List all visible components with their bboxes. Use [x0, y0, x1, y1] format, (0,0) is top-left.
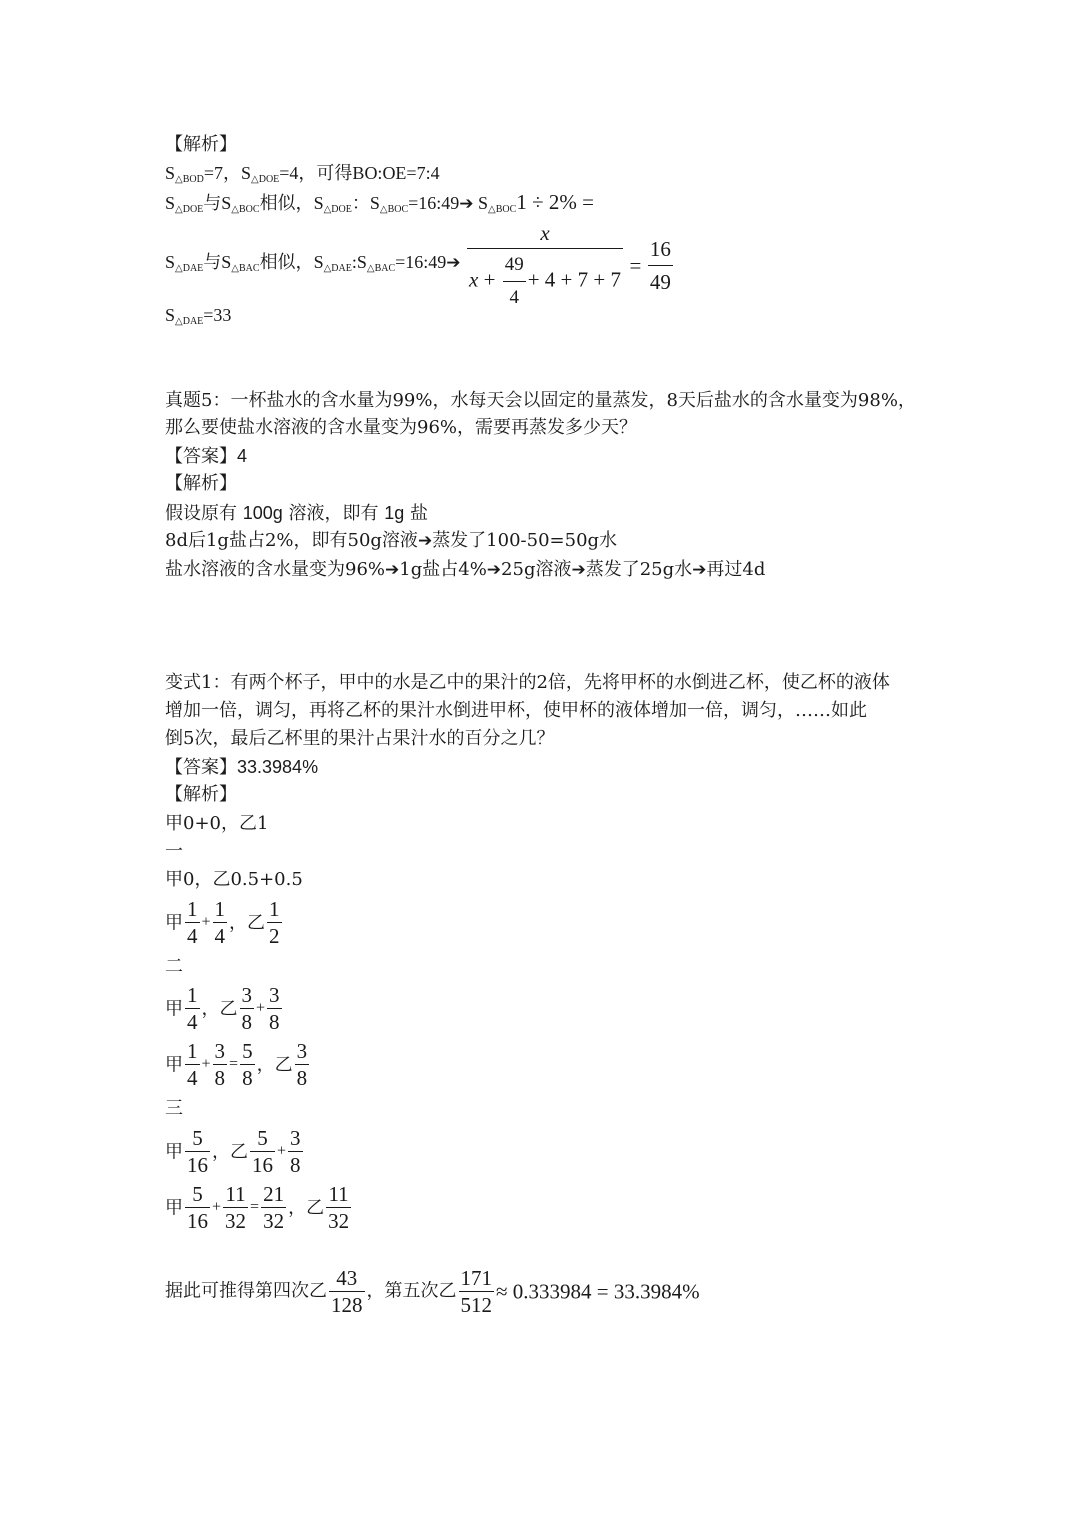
v1-round-3b: 甲 $\frac{5}{16}$ + $\frac{11}{32}$ = $\frac{21}{32}$ ，乙 $\frac{11}{32}$	[165, 1182, 350, 1233]
q5-answer: 【答案】4	[165, 446, 248, 467]
area-line-1: $S_{\triangle BOD}=7$，$S_{\triangle DOE}=4$，可得BO:OE=7:4	[165, 163, 440, 185]
similarity-fraction: x x + $\frac{49}{4}$ + 4 + 7 + 7	[467, 218, 623, 313]
q5-line-2: 那么要使盐水溶液的含水量变为96%，需要再蒸发多少天？	[165, 417, 638, 438]
v1-round-1b: 甲 $\frac{1}{4}$ + $\frac{1}{4}$ ，乙 $\frac{1}{2}$	[165, 897, 280, 948]
v1-round-0: 甲0+0，乙1	[165, 813, 269, 834]
v1-conclusion: 据此可推得第四次乙 $\frac{43}{128}$ ，第五次乙 $\frac{171}{512}$ ≈ 0.333984 = 33.3984%	[165, 1266, 700, 1317]
v1-heading-2: 二	[165, 956, 183, 977]
ratio-fraction: $\frac{16}{49}$	[648, 234, 673, 297]
q5-step-2: 8d后1g盐占2%，即有50g溶液➔蒸发了100-50=50g水	[165, 530, 618, 551]
v1-round-1a: 甲0，乙0.5+0.5	[165, 869, 303, 890]
v1-heading-3: 三	[165, 1098, 183, 1119]
q5-jiexi-label: 【解析】	[165, 473, 237, 494]
v1-round-3a: 甲 $\frac{5}{16}$ ，乙 $\frac{5}{16}$ + $\frac{3}{8}$	[165, 1126, 301, 1177]
area-line-3: $S_{\triangle DAE}$与$S_{\triangle BAC}$相似，$S_{\triangle DAE}:S_{\triangle BAC}=16:49➔$ x x + $\frac{49}{4}$ + 4 + 7 + 7 = $\frac{16}{49}$	[165, 218, 675, 313]
arrow-icon: ➔	[692, 560, 707, 580]
v1-jiexi-label: 【解析】	[165, 784, 237, 805]
q5-step-3: 盐水溶液的含水量变为96%➔1g盐占4%➔25g溶液➔蒸发了25g水➔再过4d	[165, 559, 766, 580]
v1-round-2b: 甲 $\frac{1}{4}$ + $\frac{3}{8}$ = $\frac{5}{8}$ ，乙 $\frac{3}{8}$	[165, 1039, 308, 1090]
area-line-4: $S_{\triangle DAE}=33$	[165, 305, 232, 327]
v1-round-2a: 甲 $\frac{1}{4}$ ，乙 $\frac{3}{8}$ + $\frac{3}{8}$	[165, 983, 280, 1034]
v1-heading-1: 一	[165, 841, 183, 862]
q5-step-1: 假设原有 100g 溶液，即有 1g 盐	[165, 503, 428, 524]
arrow-icon: ➔	[459, 194, 474, 214]
arrow-icon: ➔	[385, 560, 400, 580]
arrow-icon: ➔	[417, 531, 433, 551]
arrow-icon: ➔	[571, 560, 586, 580]
q5-line-1: 真题5：一杯盐水的含水量为99%，水每天会以固定的量蒸发，8天后盐水的含水量变为98%，	[165, 390, 916, 411]
v1-answer: 【答案】33.3984%	[165, 757, 319, 778]
arrow-icon: ➔	[486, 560, 502, 580]
jiexi-label-1: 【解析】	[165, 134, 237, 155]
v1-line-1: 变式1：有两个杯子，甲中的水是乙中的果汁的2倍，先将甲杯的水倒进乙杯，使乙杯的液体	[165, 672, 890, 693]
area-line-2: $S_{\triangle DOE}$与$S_{\triangle BOC}$相似，$S_{\triangle DOE}$：$S_{\triangle BOC}=16:49➔$ $S_{\triangle BOC}1 \div 2\%$ =	[165, 190, 594, 215]
v1-line-3: 倒5次，最后乙杯里的果汁占果汁水的百分之几？	[165, 728, 555, 749]
v1-line-2: 增加一倍，调匀，再将乙杯的果汁水倒进甲杯，使甲杯的液体增加一倍，调匀，……如此	[165, 700, 867, 721]
arrow-icon: ➔	[446, 253, 461, 273]
